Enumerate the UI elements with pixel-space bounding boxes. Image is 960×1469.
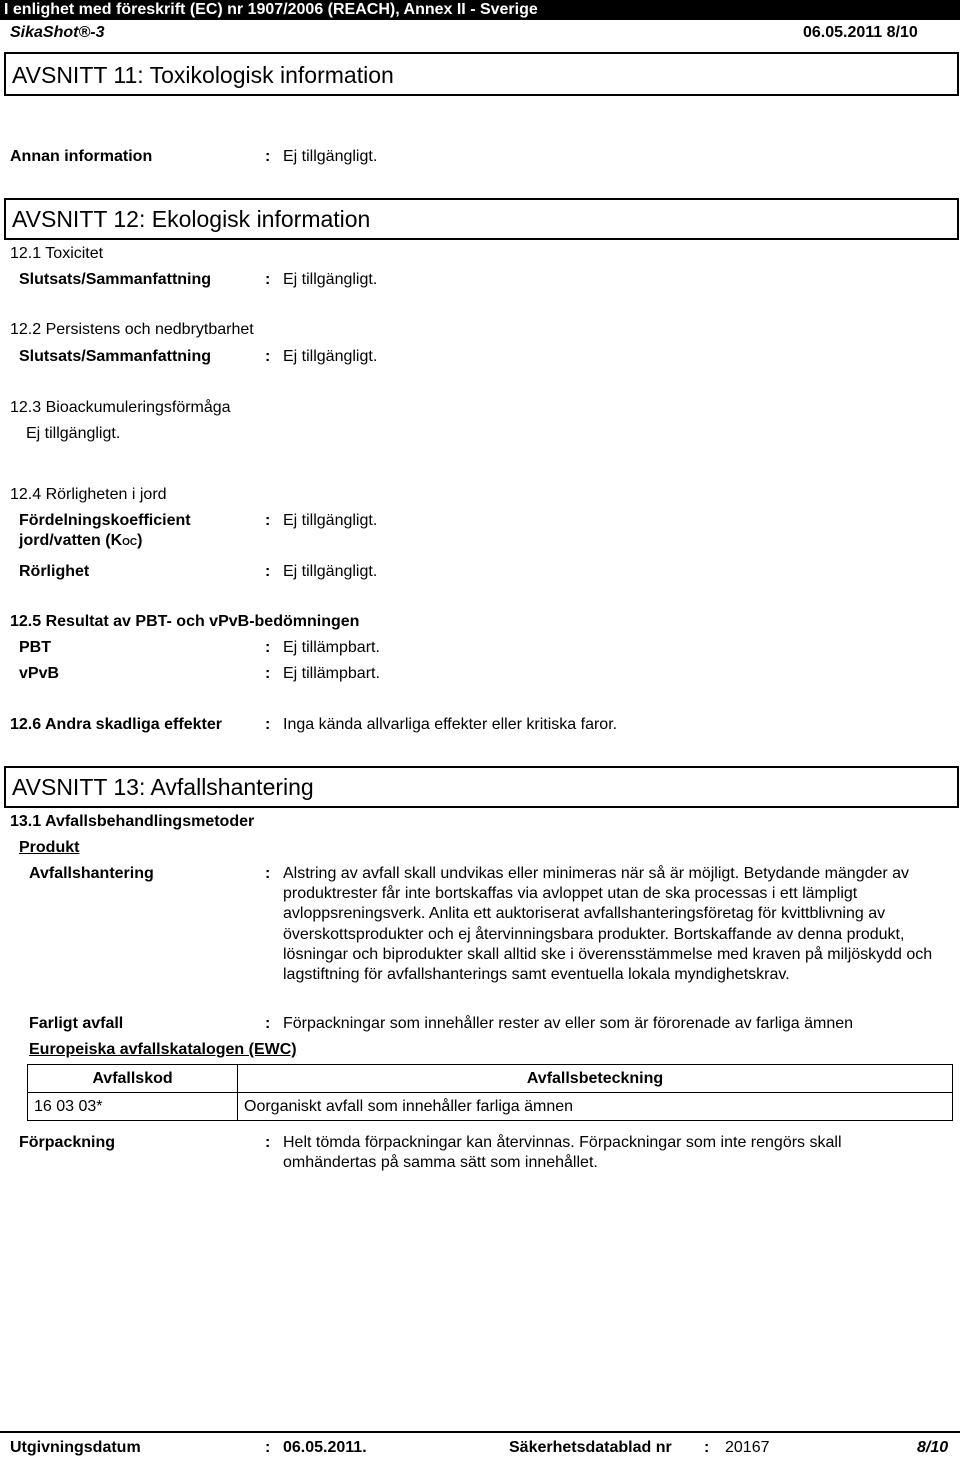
section-11-header: [4, 52, 959, 96]
ewc-col-code: Avfallskod: [28, 1065, 238, 1093]
other-effects-label: 12.6 Andra skadliga effekter: [10, 716, 222, 733]
issue-date-label: Utgivningsdatum: [10, 1439, 141, 1456]
ewc-col-desc: Avfallsbeteckning: [238, 1065, 953, 1093]
colon: :: [265, 563, 271, 580]
colon: :: [265, 665, 271, 682]
vpvb-label: vPvB: [19, 665, 60, 682]
ewc-desc-cell: Oorganiskt avfall som innehåller farliga ämnen: [238, 1093, 953, 1121]
toxicity-heading: 12.1 Toxicitet: [10, 245, 104, 262]
section-12-title: AVSNITT 12: Ekologisk information: [12, 206, 371, 232]
mobility-value: Ej tillgängligt.: [283, 563, 378, 580]
colon: :: [265, 716, 271, 733]
koc-subscript: OC: [122, 537, 138, 548]
colon: :: [265, 148, 271, 165]
product-heading: Produkt: [19, 839, 80, 856]
other-info-label: Annan information: [10, 148, 153, 165]
waste-handling-value: Alstring av avfall skall undvikas eller minimeras när så är möjligt. Betydande mängder av produktrester får inte bortskaffas via avloppet utan de ska processas i ett lämpligt avloppsreningsverk. Anlita ett auktoriserat avfallshanteringsföretag för kvittblivning av överskottsprodukter och ej återvinningsbara produkter. Bortskaffande av denna produkt, lösningar och biprodukter skall alltid ske i överensstämmelse med kraven på miljöskydd och lagstiftning för avfallshanterings samt eventuella lokala myndighetskrav.: [283, 865, 933, 984]
table-header-row: [28, 1065, 953, 1093]
section-13-title: AVSNITT 13: Avfallshantering: [12, 774, 314, 800]
toxicity-conclusion-label: Slutsats/Sammanfattning: [19, 271, 212, 288]
colon: :: [265, 1134, 271, 1151]
other-info-value: Ej tillgängligt.: [283, 148, 378, 165]
date-page: 06.05.2011 8/10: [803, 24, 918, 41]
waste-handling-label: Avfallshantering: [29, 865, 154, 882]
bioaccumulation-heading: 12.3 Bioackumuleringsförmåga: [10, 399, 231, 416]
bioaccumulation-value: Ej tillgängligt.: [26, 425, 121, 442]
table-row: [28, 1093, 953, 1121]
persistence-conclusion-value: Ej tillgängligt.: [283, 348, 378, 365]
hazardous-waste-label: Farligt avfall: [29, 1015, 124, 1032]
ewc-table: [27, 1064, 953, 1121]
persistence-conclusion-label: Slutsats/Sammanfattning: [19, 348, 212, 365]
regulation-banner: I enlighet med föreskrift (EC) nr 1907/2006 (REACH), Annex II - Sverige: [0, 0, 960, 20]
koc-value: Ej tillgängligt.: [283, 512, 378, 529]
koc-label-text: jord/vatten (K: [19, 532, 123, 549]
colon: :: [265, 1015, 271, 1032]
vpvb-value: Ej tillämpbart.: [283, 665, 380, 682]
waste-methods-heading: 13.1 Avfallsbehandlingsmetoder: [10, 813, 255, 830]
koc-label-line1: Fördelningskoefficient: [19, 512, 191, 529]
pbt-value: Ej tillämpbart.: [283, 639, 380, 656]
colon: :: [265, 639, 271, 656]
soil-mobility-heading: 12.4 Rörligheten i jord: [10, 486, 167, 503]
colon: :: [265, 865, 271, 882]
pbt-heading: 12.5 Resultat av PBT- och vPvB-bedömningen: [10, 613, 360, 630]
document-header: [0, 20, 960, 45]
footer-page: 8/10: [917, 1439, 949, 1456]
packaging-value: Helt tömda förpackningar kan återvinnas. Förpackningar som inte rengörs skall omhändertas på samma sätt som innehållet.: [283, 1134, 842, 1172]
sds-number-value: 20167: [725, 1439, 770, 1456]
koc-label-close: ): [137, 532, 143, 549]
packaging-label: Förpackning: [19, 1134, 116, 1151]
colon: :: [704, 1439, 710, 1456]
issue-date-value: 06.05.2011.: [283, 1439, 367, 1456]
colon: :: [265, 1439, 271, 1456]
section-13-header: [4, 766, 959, 808]
colon: :: [265, 348, 271, 365]
hazardous-waste-value: Förpackningar som innehåller rester av eller som är förorenade av farliga ämnen: [283, 1015, 854, 1032]
koc-label-line2: [19, 532, 142, 550]
product-name: SikaShot®-3: [10, 24, 105, 41]
toxicity-conclusion-value: Ej tillgängligt.: [283, 271, 378, 288]
section-11-title: AVSNITT 11: Toxikologisk information: [12, 62, 394, 88]
colon: :: [265, 512, 271, 529]
ewc-code-cell: 16 03 03*: [28, 1093, 238, 1121]
other-effects-value: Inga kända allvarliga effekter eller kritiska faror.: [283, 716, 618, 733]
sds-number-label: Säkerhetsdatablad nr: [509, 1439, 672, 1456]
colon: :: [265, 271, 271, 288]
document-footer: [0, 1431, 960, 1465]
section-12-header: [4, 198, 959, 240]
mobility-label: Rörlighet: [19, 563, 90, 580]
ewc-heading: Europeiska avfallskatalogen (EWC): [29, 1041, 297, 1058]
persistence-heading: 12.2 Persistens och nedbrytbarhet: [10, 321, 254, 338]
pbt-label: PBT: [19, 639, 51, 656]
